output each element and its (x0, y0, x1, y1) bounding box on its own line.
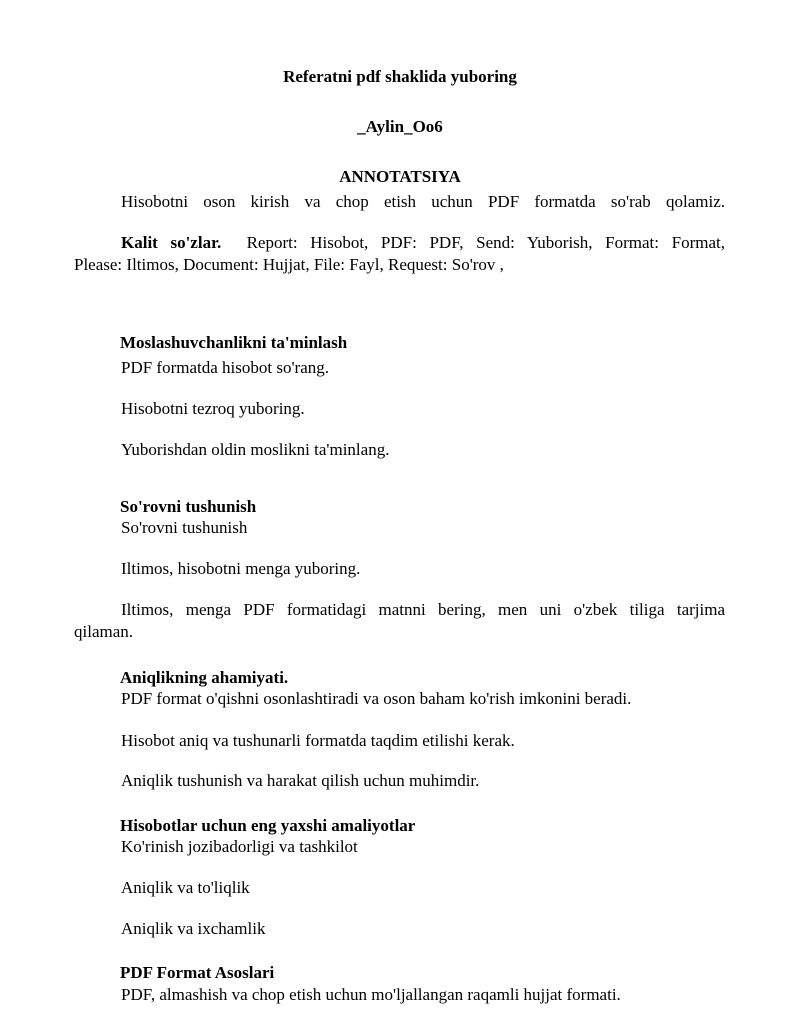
document-title: Referatni pdf shaklida yuboring (283, 67, 517, 86)
keywords-label: Kalit so'zlar. (121, 233, 222, 252)
section-heading: Moslashuvchanlikni ta'minlash (120, 333, 348, 352)
section-line: Aniqlik va to'liqlik (121, 878, 250, 897)
section-line: Hisobotni tezroq yuboring. (121, 399, 305, 418)
section-line: PDF, almashish va chop etish uchun mo'ljallangan raqamli hujjat formati. (121, 985, 621, 1004)
section-line: Iltimos, hisobotni menga yuboring. (121, 559, 361, 578)
keywords-text-1: Report: Hisobot, PDF: PDF, Send: Yuborish, Format: Format, (246, 233, 725, 252)
section-line: PDF formatda hisobot so'rang. (121, 358, 329, 377)
document-author: _Aylin_Oo6 (357, 117, 443, 136)
section-line: So'rovni tushunish (121, 518, 248, 537)
section-line: Yuborishdan oldin moslikni ta'minlang. (121, 440, 390, 459)
keywords-paragraph (74, 232, 725, 276)
paragraph-line-2: qilaman. (74, 622, 134, 642)
keywords-line-2: Please: Iltimos, Document: Hujjat, File: Fayl, Request: So'rov , (74, 255, 504, 275)
paragraph-line-1: Iltimos, menga PDF formatidagi matnni bering, men uni o'zbek tiligа tarjima (121, 600, 725, 619)
annotation-text: Hisobotni oson kirish va chop etish uchun PDF formatda so'rab qolamiz. (121, 192, 725, 211)
keywords-line-1 (74, 232, 725, 254)
section-heading: Hisobotlar uchun eng yaxshi amaliyotlar (120, 816, 416, 835)
section-line: PDF format o'qishni osonlashtiradi va oson baham ko'rish imkonini beradi. (121, 689, 632, 708)
section-line: Aniqlik va ixchamlik (121, 919, 266, 938)
section-line: Aniqlik tushunish va harakat qilish uchun muhimdir. (121, 771, 480, 790)
section-heading: Aniqlikning ahamiyati. (120, 668, 289, 687)
section-heading: PDF Format Asoslari (120, 963, 275, 982)
section-paragraph (74, 599, 725, 643)
section-heading: So'rovni tushunish (120, 497, 257, 516)
annotation-heading: ANNOTATSIYA (339, 167, 461, 186)
section-line: Hisobot aniq va tushunarli formatda taqdim etilishi kerak. (121, 731, 515, 750)
section-line: Ko'rinish jozibadorligi va tashkilot (121, 837, 358, 856)
